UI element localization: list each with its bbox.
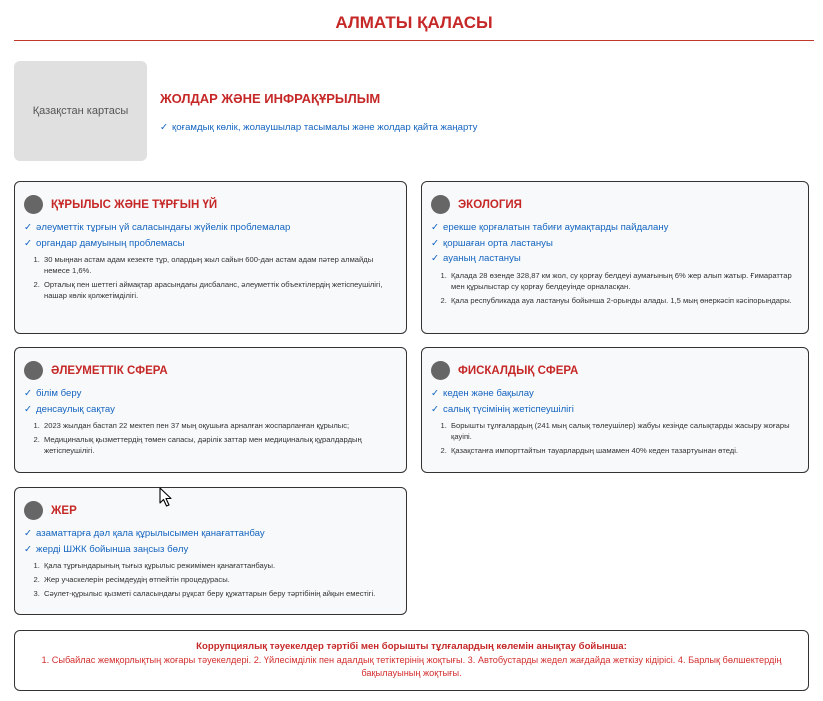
check-item: ✓ азаматтарға дәл қала құрылысымен қанағаттанбау — [24, 526, 397, 542]
note-item: 1. Қала тұрғындарының тығыз құрылыс режимімен қанағаттанбауы. — [42, 560, 397, 571]
notes-list — [24, 254, 397, 301]
note-item: 2. Орталық пен шеттегі аймақтар арасындағы дисбаланс, әлеуметтік объектілердің жетіспеушілігі, нашар көлік қолжетімділігі. — [42, 279, 397, 301]
card-title: ҚҰРЫЛЫС ЖӘНЕ ТҰРҒЫН ҮЙ — [51, 198, 218, 211]
check-item: ✓ әлеуметтік тұрғын үй саласындағы жүйелік проблемалар — [24, 220, 397, 236]
page-title: АЛМАТЫ ҚАЛАСЫ — [14, 0, 814, 41]
ecology-card — [421, 181, 809, 334]
corruption-risks-box — [14, 630, 809, 691]
circle-marker-icon — [24, 195, 43, 214]
footer-text: 1. Сыбайлас жемқорлықтың жоғары тәуекелдері. 2. Үйлесімділік пен адалдық тетіктерінің жоқтығы. 3. Автобустарды жедел жағдайда жеткізу кідірісі. 4. Барлық бөлшектердің бақылауының жоқтығы. — [41, 655, 782, 678]
circle-marker-icon — [24, 361, 43, 380]
construction-card — [14, 181, 407, 334]
note-item: 3. Сәулет-құрылыс қызметі саласындағы рұқсат беру құжаттарын беру тәртібінің айқын еместігі. — [42, 588, 397, 599]
check-item: ✓ білім беру — [24, 386, 397, 402]
circle-marker-icon — [431, 361, 450, 380]
circle-marker-icon — [431, 195, 450, 214]
note-item: 1. Қалада 28 өзенде 328,87 км жол, су қорғау белдеуі аумағының 6% жер алып жатыр. Ғимараттар мен құрылыстар су қорғау белдеуінде орналасқан. — [449, 270, 799, 292]
card-title: ЭКОЛОГИЯ — [458, 198, 522, 211]
notes-list — [431, 270, 799, 306]
map-placeholder: Қазақстан картасы — [14, 61, 147, 161]
check-item: ✓ қоршаған орта ластануы — [431, 236, 799, 252]
note-item: 2. Жер учаскелерін ресімдеудің өтпейтін процедурасы. — [42, 574, 397, 585]
check-item: ✓ жерді ШЖК бойынша заңсыз бөлу — [24, 542, 397, 558]
check-item: ✓ ерекше қорғалатын табиғи аумақтарды пайдалану — [431, 220, 799, 236]
social-card — [14, 347, 407, 473]
note-item: 1. 30 мыңнан астам адам кезекте тұр, олардың жыл сайын 600-дан астам адам пәтер алмайды немесе 1,6%. — [42, 254, 397, 276]
note-item: 2. Қазақстанға импорттайтын тауарлардың шамамен 40% кеден тазартуынан өтеді. — [449, 445, 799, 456]
notes-list — [24, 560, 397, 599]
notes-list — [431, 420, 799, 456]
mouse-pointer-icon — [159, 487, 173, 508]
check-item: ✓ кеден және бақылау — [431, 386, 799, 402]
card-title: ЖЕР — [51, 504, 77, 517]
check-item: ✓ органдар дамуының проблемасы — [24, 236, 397, 252]
circle-marker-icon — [24, 501, 43, 520]
roads-item: ✓ қоғамдық көлік, жолаушылар тасымалы және жолдар қайта жаңарту — [160, 120, 477, 136]
check-item: ✓ денсаулық сақтау — [24, 402, 397, 418]
note-item: 1. Борышты тұлғалардың (241 мың салық төлеушілер) жабуы кезінде салықтарды жасыру жоғары қауіпі. — [449, 420, 799, 442]
check-item: ✓ салық түсімінің жетіспеушілігі — [431, 402, 799, 418]
check-item: ✓ ауаның ластануы — [431, 251, 799, 267]
roads-section-title: ЖОЛДАР ЖӘНЕ ИНФРАҚҰРЫЛЫМ — [160, 91, 381, 106]
fiscal-card — [421, 347, 809, 473]
note-item: 2. Қала республикада ауа ластануы бойынша 2-орынды алады. 1,5 мың өнеркәсіп кәсіпорындары. — [449, 295, 799, 306]
land-card — [14, 487, 407, 615]
card-title: ӘЛЕУМЕТТІК СФЕРА — [51, 364, 168, 377]
footer-title: Коррупциялық тәуекелдер тәртібі мен борышты тұлғалардың көлемін анықтау бойынша: — [196, 641, 627, 652]
note-item: 1. 2023 жылдан бастап 22 мектеп пен 37 мың оқушыға арналған жоспарланған құрылыс; — [42, 420, 397, 431]
note-item: 2. Медициналық қызметтердің төмен сапасы, дәрілік заттар мен медициналық құралдардың жетіспеушілігі. — [42, 434, 397, 456]
card-title: ФИСКАЛДЫҚ СФЕРА — [458, 364, 579, 377]
notes-list — [24, 420, 397, 456]
